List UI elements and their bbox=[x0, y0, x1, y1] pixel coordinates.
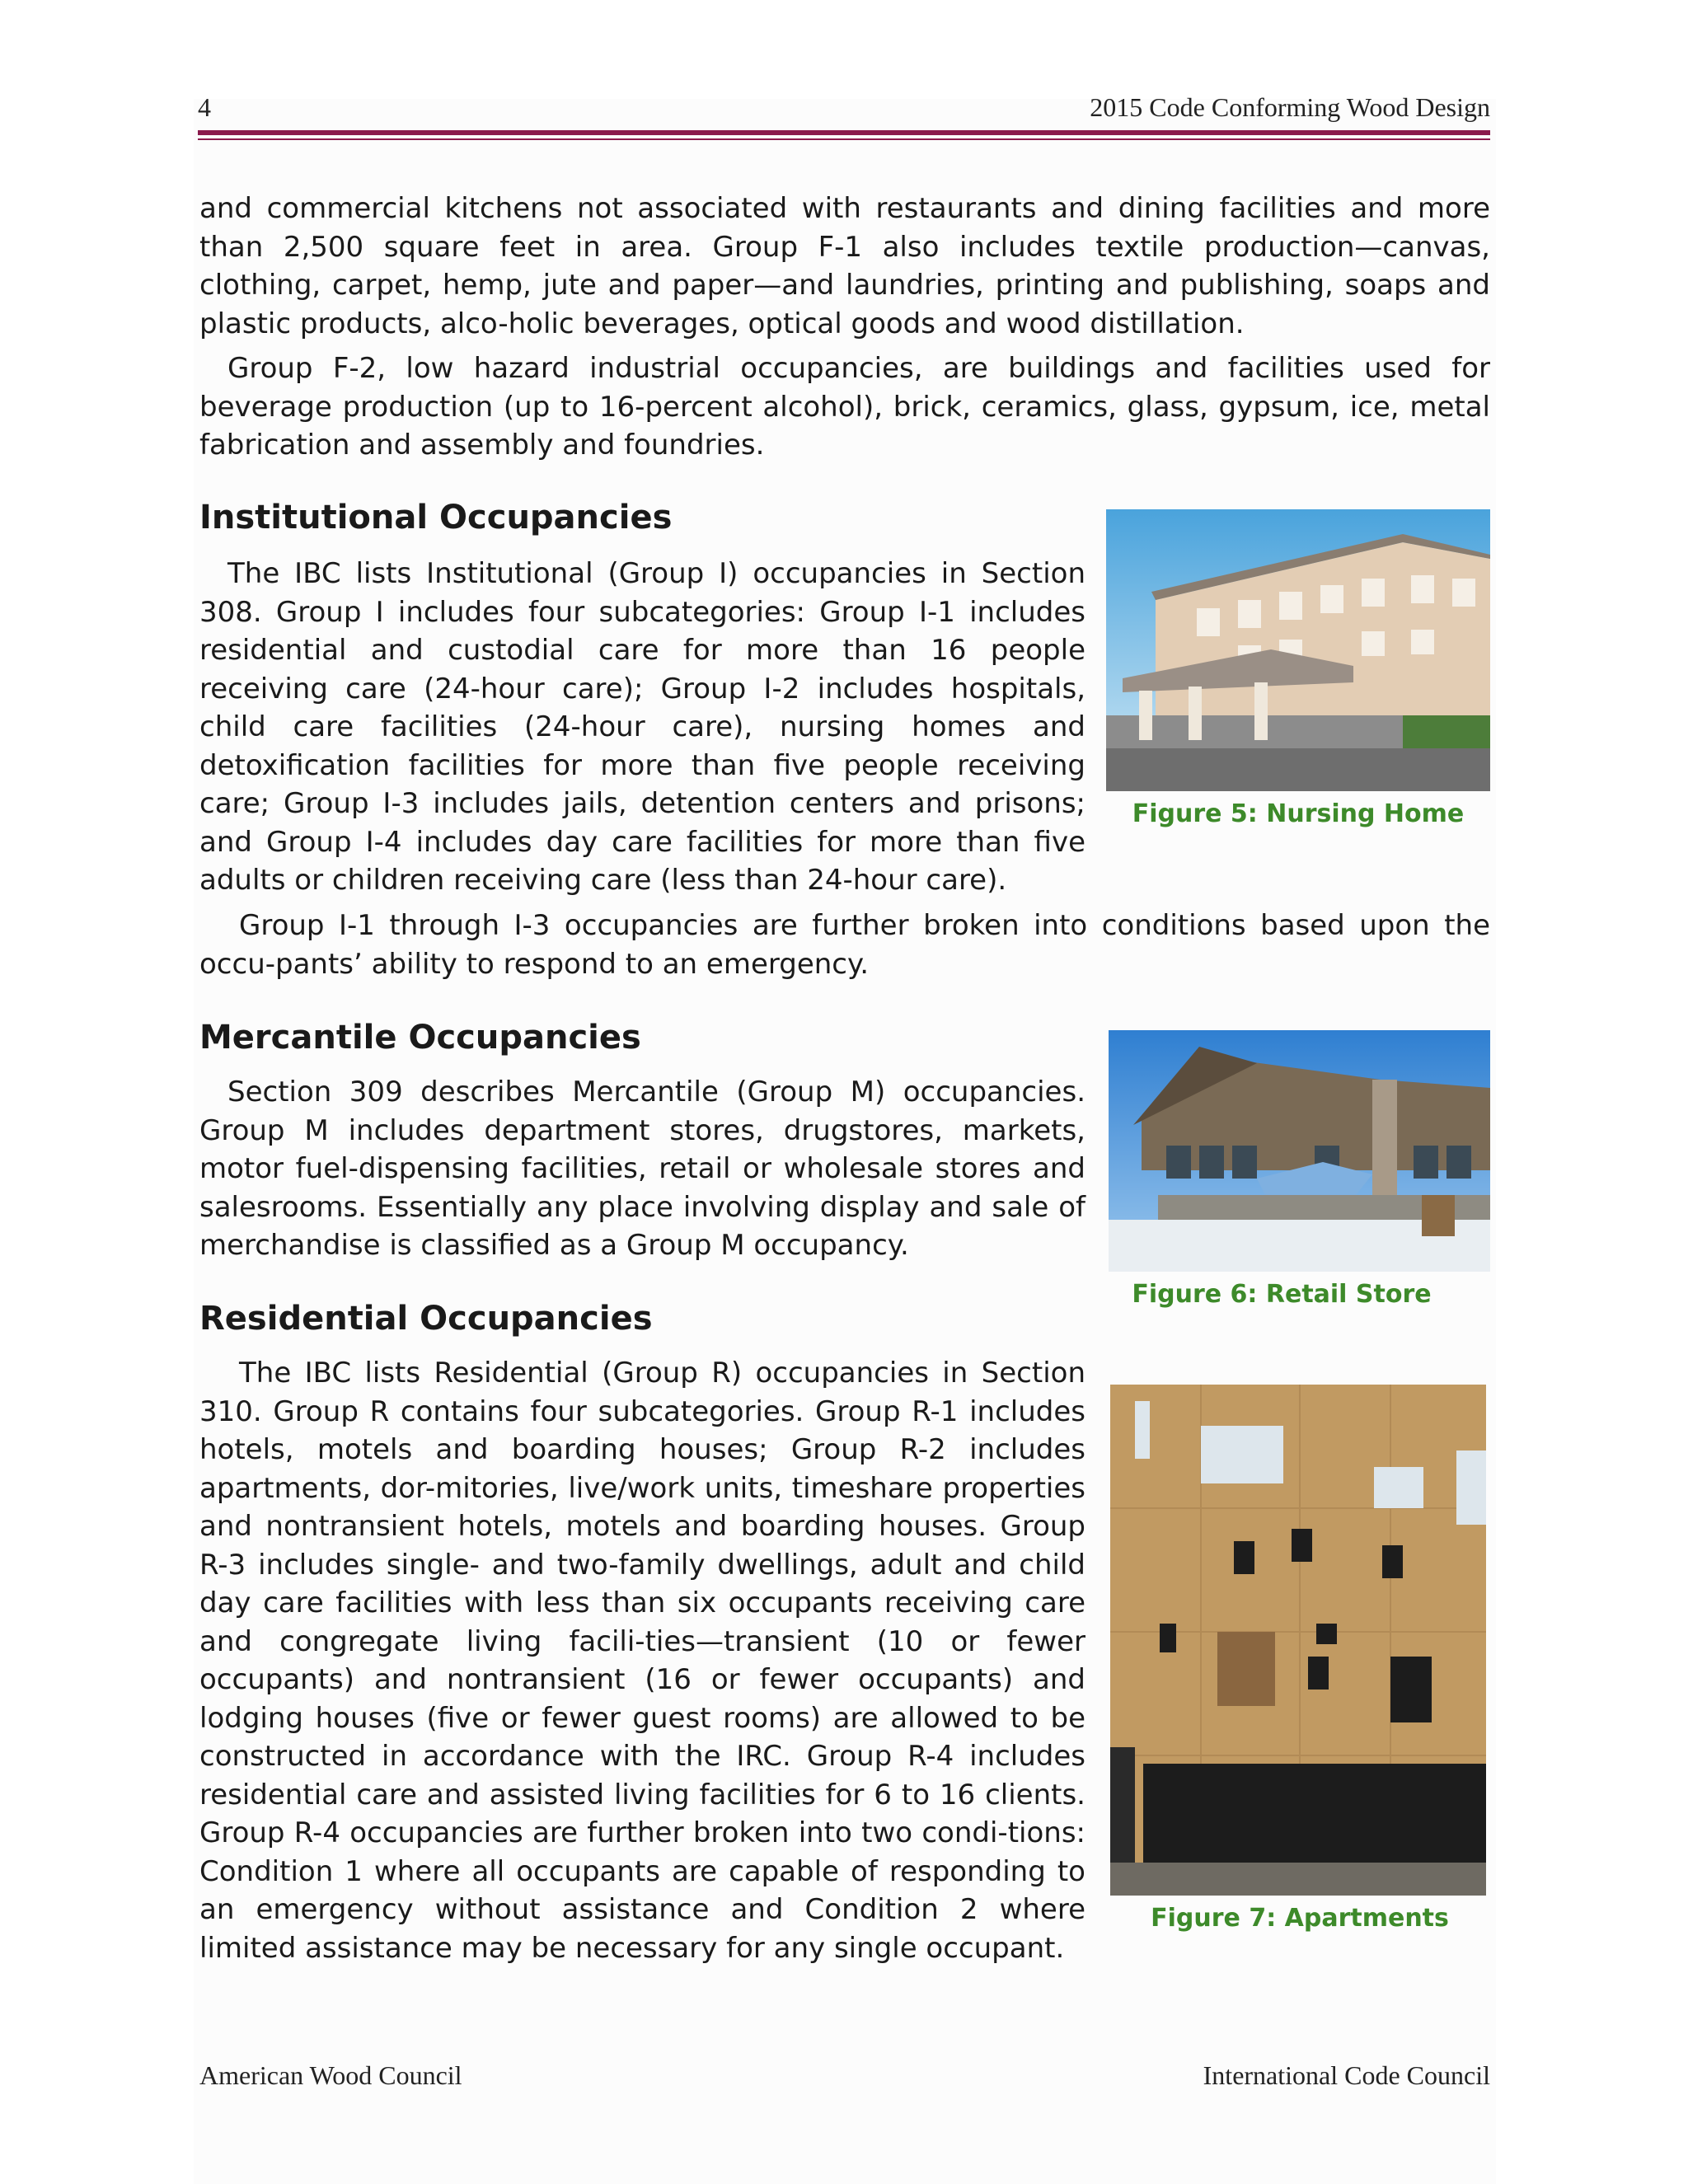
running-header-title: 2015 Code Conforming Wood Design bbox=[1090, 92, 1490, 122]
mercantile-paragraph-1: Section 309 describes Mercantile (Group M) occupancies. Group M includes department stores, drugstores, markets, motor fuel-dispensing facilities, retail or wholesale stores and salesrooms. Essentially any place involving display and sale of merchandise is classified as a Group M occupancy. bbox=[199, 1076, 1085, 1262]
apartments-photo bbox=[1110, 1385, 1486, 1896]
residential-paragraph-1: The IBC lists Residential (Group R) occupancies in Section 310. Group R contains four subcategories. Group R-1 includes hotels, motels and boarding houses; Group R-2 includes apartments, dor-mitories, live/work units, timeshare properties and nontransient hotels, motels and boarding houses. Group R-3 includes single- and two-family dwellings, adult and child day care facilities with less than six occupants receiving care and congregate living facili-ties—transient (10 or fewer occupants) and nontransient (16 or fewer occupants) and lodging houses (five or fewer guest rooms) are allowed to be constructed in accordance with the IRC. Group R-4 includes residential care and assisted living facilities for 6 to 16 clients. Group R-4 occupancies are further broken into two condi-tions: Condition 1 where all occupants are capable of responding to an emergency without assistance and Condition 2 where limited assistance may be necessary for any single occupant. bbox=[199, 1357, 1085, 1965]
body-paragraph-f1: and commercial kitchens not associated with restaurants and dining facilities and more than 2,500 square feet in area. Group F-1 also includes textile production—canvas, clothing, carpet, hemp, jute and paper—and laundries, printing and publishing, soaps and plastic products, alco-holic beverages, optical goods and wood distillation. bbox=[199, 192, 1490, 340]
institutional-paragraph-1: The IBC lists Institutional (Group I) occupancies in Section 308. Group I includes four subcategories: Group I-1 includes residential and custodial care for more than 16 people receiving care (24-hour care); Group I-2 includes hospitals, child care facilities (24-hour care), nursing homes and detoxification facilities for more than five people receiving care; Group I-3 includes jails, detention centers and prisons; and Group I-4 includes day care facilities for more than five adults or children receiving care (less than 24-hour care). bbox=[199, 557, 1085, 897]
retail-store-photo bbox=[1109, 1030, 1490, 1272]
heading-residential: Residential Occupancies bbox=[199, 1300, 653, 1338]
heading-institutional: Institutional Occupancies bbox=[199, 499, 673, 537]
nursing-home-photo bbox=[1106, 509, 1490, 791]
page-number: 4 bbox=[198, 92, 211, 122]
institutional-paragraph-2: Group I-1 through I-3 occupancies are further broken into conditions based upon the occu-pants’ ability to respond to an emergency. bbox=[199, 909, 1490, 981]
figure-7-caption: Figure 7: Apartments bbox=[1151, 1904, 1449, 1933]
footer-right: International Code Council bbox=[1203, 2060, 1490, 2090]
header-rule-thin bbox=[198, 138, 1490, 140]
header-rule-thick bbox=[198, 130, 1490, 135]
heading-mercantile: Mercantile Occupancies bbox=[199, 1019, 641, 1057]
figure-6-caption: Figure 6: Retail Store bbox=[1132, 1280, 1432, 1309]
figure-5-caption: Figure 5: Nursing Home bbox=[1132, 799, 1465, 828]
body-paragraph-f2: Group F-2, low hazard industrial occupancies, are buildings and facilities used for beverage production (up to 16-percent alcohol), brick, ceramics, glass, gypsum, ice, metal fabrication and assembly and foundries. bbox=[199, 352, 1490, 462]
footer-left: American Wood Council bbox=[199, 2060, 462, 2090]
